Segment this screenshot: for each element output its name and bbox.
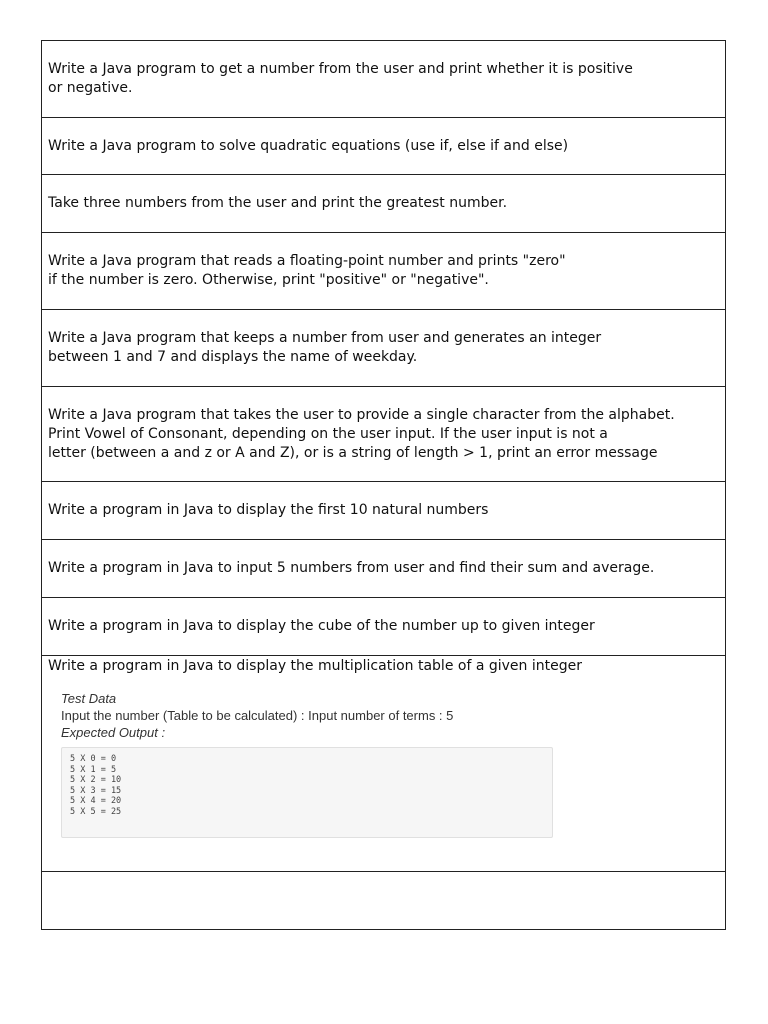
- expected-output-label: Expected Output :: [61, 725, 166, 740]
- table-row: [42, 175, 725, 233]
- table-row: [42, 310, 725, 387]
- example-block: [61, 690, 719, 838]
- output-line: 5 X 3 = 15: [70, 785, 122, 796]
- exercise-text: Write a Java program that keeps a number from user and generates an integer between 1 and 7 and displays the name of weekday.: [48, 330, 602, 365]
- exercise-text: Write a program in Java to input 5 numbers from user and find their sum and average.: [48, 560, 655, 576]
- test-data-label: Test Data: [61, 691, 117, 706]
- exercise-text: Write a Java program to get a number from the user and print whether it is positive or negative.: [48, 61, 633, 96]
- exercise-table: [41, 40, 726, 930]
- table-row: [42, 540, 725, 598]
- table-row: [42, 233, 725, 310]
- output-line: 5 X 2 = 10: [70, 775, 122, 785]
- output-code-box: [61, 747, 553, 838]
- output-line: 5 X 4 = 20: [70, 796, 122, 806]
- output-line: 5 X 1 = 5: [70, 764, 117, 775]
- exercise-text: Write a program in Java to display the first 10 natural numbers: [48, 502, 489, 518]
- table-row: [42, 118, 725, 175]
- table-row: [42, 482, 725, 540]
- table-row: [42, 387, 725, 482]
- output-line: 5 X 0 = 0: [70, 754, 117, 764]
- exercise-text: Write a Java program that takes the user to provide a single character from the alphabet. Print Vowel of Consonant, depending on the user input. If the user input is not a letter (between a and z or A and Z), or is a string of length > 1, print an error message: [48, 406, 675, 461]
- output-line: 5 X 5 = 25: [70, 806, 122, 817]
- exercise-text: Write a Java program to solve quadratic equations (use if, else if and else): [48, 137, 569, 154]
- exercise-text: Take three numbers from the user and print the greatest number.: [48, 195, 508, 211]
- table-row: [42, 598, 725, 656]
- table-row: [42, 41, 725, 118]
- exercise-text: Write a program in Java to display the cube of the number up to given integer: [48, 618, 595, 634]
- test-input-line: Input the number (Table to be calculated) : Input number of terms : 5: [61, 708, 454, 723]
- exercise-text: Write a program in Java to display the multiplication table of a given integer: [48, 658, 582, 674]
- table-row-empty: [42, 872, 725, 929]
- table-row: [42, 657, 725, 872]
- exercise-text: Write a Java program that reads a floating-point number and prints "zero" if the number is zero. Otherwise, print "positive" or "negative".: [48, 253, 566, 288]
